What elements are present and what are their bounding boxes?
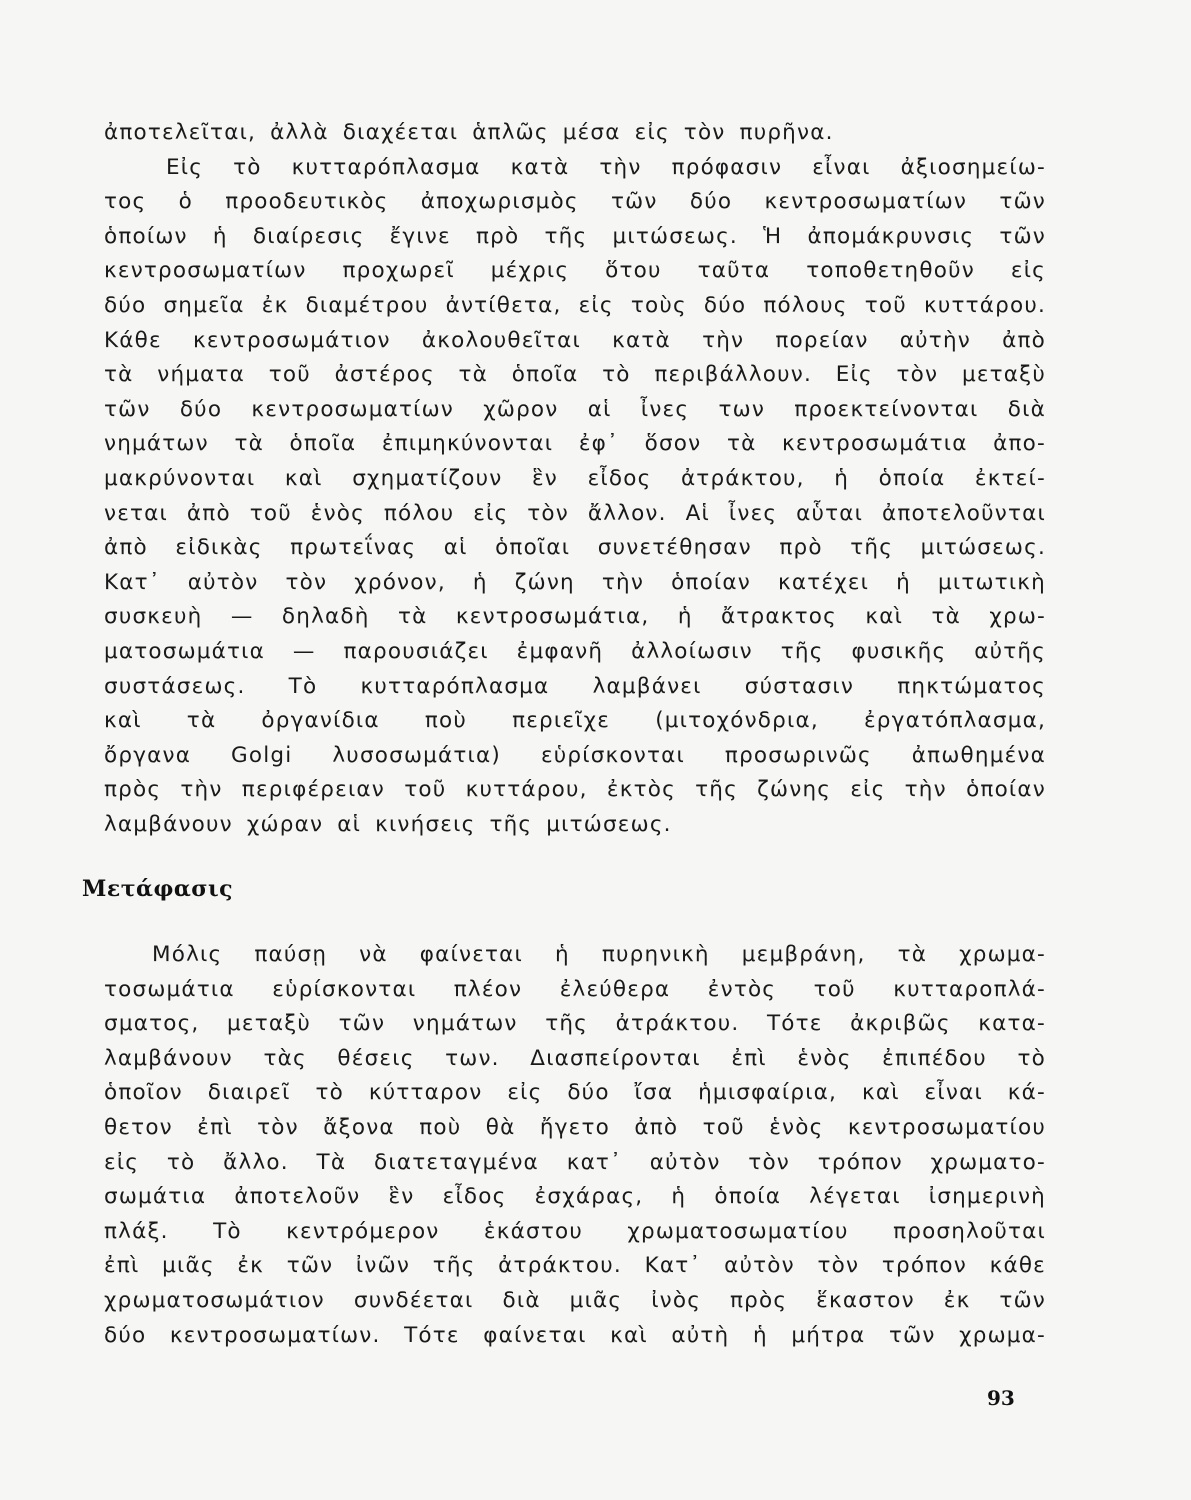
text-line: δύο σημεῖα ἐκ διαμέτρου ἀντίθετα, εἰς τοὺς δύο πόλους τοῦ κυττάρου. xyxy=(104,292,1046,318)
text-line: θετον ἐπὶ τὸν ἄξονα ποὺ θὰ ἤγετο ἀπὸ τοῦ ἑνὸς κεντροσωματίου xyxy=(104,1114,1046,1140)
text-line: λαμβάνουν χώραν αἱ κινήσεις τῆς μιτώσεως. xyxy=(104,811,672,837)
text-line: Μόλις παύσῃ νὰ φαίνεται ἡ πυρηνικὴ μεμβράνη, τὰ χρωμα- xyxy=(152,942,1046,967)
page-number: 93 xyxy=(987,1386,1015,1410)
text-line: ἀπὸ εἰδικὰς πρωτεΐνας αἱ ὁποῖαι συνετέθησαν πρὸ τῆς μιτώσεως. xyxy=(104,535,1046,561)
text-line: τὰ νήματα τοῦ ἀστέρος τὰ ὁποῖα τὸ περιβάλλουν. Εἰς τὸν μεταξὺ xyxy=(104,362,1046,388)
text-line: εἰς τὸ ἄλλο. Τὰ διατεταγμένα κατ᾽ αὐτὸν τὸν τρόπον χρωματο- xyxy=(104,1149,1046,1175)
text-line: τῶν δύο κεντροσωματίων χῶρον αἱ ἶνες των προεκτείνονται διὰ xyxy=(104,396,1046,422)
text-line: συστάσεως. Τὸ κυτταρόπλασμα λαμβάνει σύστασιν πηκτώματος xyxy=(104,673,1046,699)
text-line: νεται ἀπὸ τοῦ ἑνὸς πόλου εἰς τὸν ἄλλον. Αἱ ἶνες αὗται ἀποτελοῦνται xyxy=(104,500,1046,526)
paragraph-prophase-continued xyxy=(104,116,1046,842)
text-line: ὁποίων ἡ διαίρεσις ἔγινε πρὸ τῆς μιτώσεως. Ἡ ἀπομάκρυνσις τῶν xyxy=(104,223,1046,249)
text-line: μακρύνονται καὶ σχηματίζουν ἓν εἶδος ἀτράκτου, ἡ ὁποία ἐκτεί- xyxy=(104,465,1046,491)
text-line: Κάθε κεντροσωμάτιον ἀκολουθεῖται κατὰ τὴν πορείαν αὐτὴν ἀπὸ xyxy=(104,327,1046,353)
text-line: ὄργανα Golgi λυσοσωμάτια) εὑρίσκονται προσωρινῶς ἀπωθημένα xyxy=(104,742,1046,768)
text-line: κεντροσωματίων προχωρεῖ μέχρις ὅτου ταῦτα τοποθετηθοῦν εἰς xyxy=(104,258,1046,284)
text-line: ἐπὶ μιᾶς ἐκ τῶν ἰνῶν τῆς ἀτράκτου. Κατ᾽ αὐτὸν τὸν τρόπον κάθε xyxy=(104,1253,1046,1279)
text-line: δύο κεντροσωματίων. Τότε φαίνεται καὶ αὐτὴ ἡ μήτρα τῶν χρωμα- xyxy=(104,1322,1046,1348)
text-line: πλάξ. Τὸ κεντρόμερον ἑκάστου χρωματοσωματίου προσηλοῦται xyxy=(104,1218,1046,1244)
text-line: συσκευὴ — δηλαδὴ τὰ κεντροσωμάτια, ἡ ἄτρακτος καὶ τὰ χρω- xyxy=(104,604,1046,630)
text-line: Εἰς τὸ κυτταρόπλασμα κατὰ τὴν πρόφασιν εἶναι ἀξιοσημείω- xyxy=(166,154,1046,180)
text-line: καὶ τὰ ὀργανίδια ποὺ περιεῖχε (μιτοχόνδρια, ἐργατόπλασμα, xyxy=(104,708,1046,734)
text-line: σωμάτια ἀποτελοῦν ἓν εἶδος ἐσχάρας, ἡ ὁποία λέγεται ἰσημερινὴ xyxy=(104,1184,1046,1210)
text-line: ὁποῖον διαιρεῖ τὸ κύτταρον εἰς δύο ἴσα ἡμισφαίρια, καὶ εἶναι κά- xyxy=(104,1080,1046,1106)
text-line: τοσωμάτια εὑρίσκονται πλέον ἐλεύθερα ἐντὸς τοῦ κυτταροπλά- xyxy=(104,976,1046,1002)
text-line: λαμβάνουν τὰς θέσεις των. Διασπείρονται ἐπὶ ἑνὸς ἐπιπέδου τὸ xyxy=(104,1045,1046,1071)
text-line: Κατ᾽ αὐτὸν τὸν χρόνον, ἡ ζώνη τὴν ὁποίαν κατέχει ἡ μιτωτικὴ xyxy=(104,569,1046,595)
text-line: ματοσωμάτια — παρουσιάζει ἐμφανῆ ἀλλοίωσιν τῆς φυσικῆς αὐτῆς xyxy=(104,638,1046,664)
text-line: πρὸς τὴν περιφέρειαν τοῦ κυττάρου, ἐκτὸς τῆς ζώνης εἰς τὴν ὁποίαν xyxy=(104,777,1046,803)
text-line: χρωματοσωμάτιον συνδέεται διὰ μιᾶς ἰνὸς πρὸς ἕκαστον ἐκ τῶν xyxy=(104,1287,1046,1313)
text-line: τος ὁ προοδευτικὸς ἀποχωρισμὸς τῶν δύο κεντροσωματίων τῶν xyxy=(104,189,1046,215)
text-line: νημάτων τὰ ὁποῖα ἐπιμηκύνονται ἐφ᾽ ὅσον τὰ κεντροσωμάτια ἀπο- xyxy=(104,431,1046,457)
paragraph-metaphase xyxy=(104,938,1046,1353)
text-line: ἀποτελεῖται, ἀλλὰ διαχέεται ἁπλῶς μέσα εἰς τὸν πυρῆνα. xyxy=(104,120,834,145)
section-heading: Μετάφασις xyxy=(82,876,234,902)
text-line: σματος, μεταξὺ τῶν νημάτων τῆς ἀτράκτου. Τότε ἀκριβῶς κατα- xyxy=(104,1011,1046,1037)
